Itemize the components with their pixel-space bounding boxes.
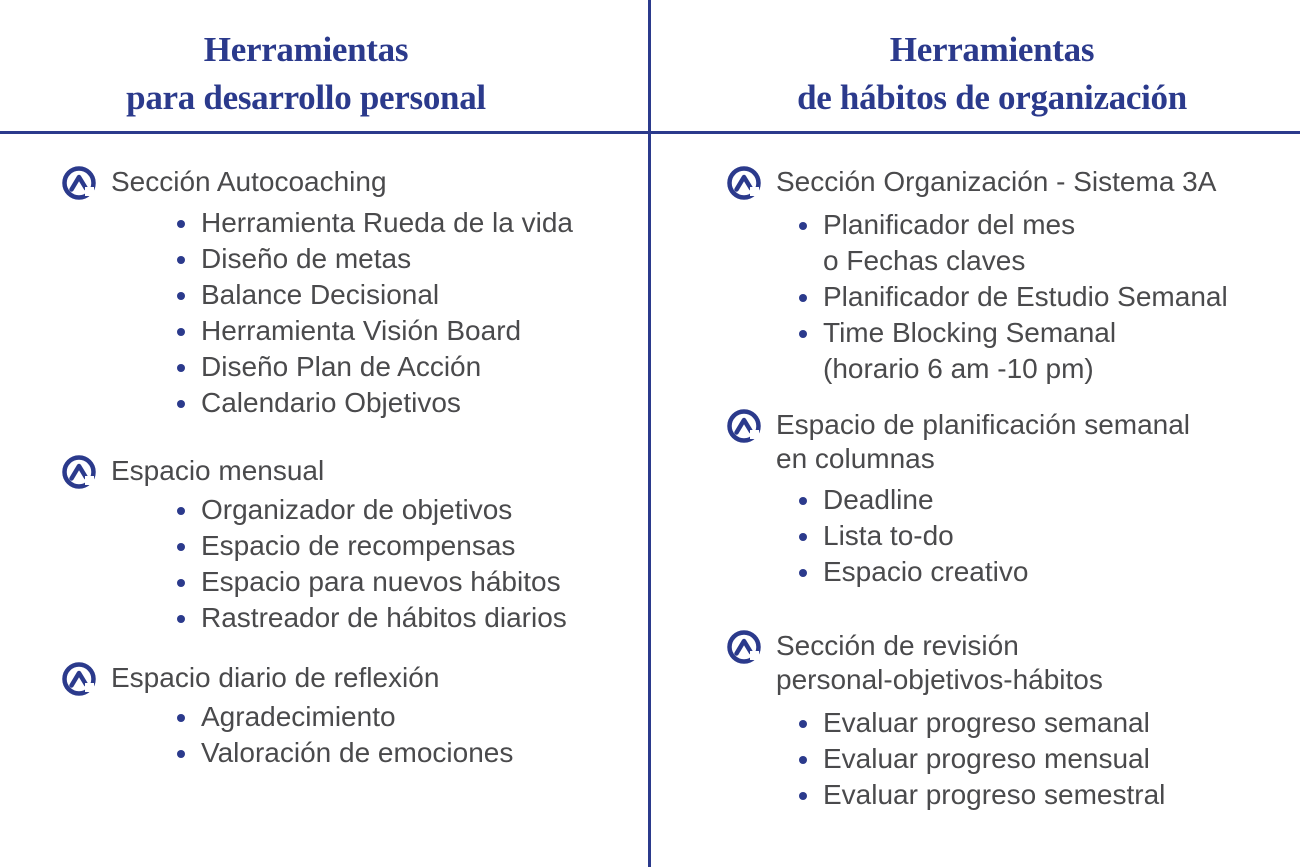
section-header — [61, 661, 513, 695]
right-title-line1: Herramientas — [889, 30, 1095, 69]
section-header — [726, 408, 1190, 476]
horizontal-divider — [0, 131, 1300, 134]
list-item-line: Planificador del mes — [823, 209, 1076, 240]
list-item: Calendario Objetivos — [175, 385, 573, 421]
autocoaching-logo-icon — [61, 661, 97, 697]
section-title: Sección Autocoaching — [111, 166, 387, 197]
list-item-line: o Fechas claves — [823, 245, 1026, 276]
section-title: Espacio diario de reflexión — [111, 662, 440, 693]
list-item: Organizador de objetivos — [175, 492, 567, 528]
list-item: Balance Decisional — [175, 277, 573, 313]
section-title-line2: en columnas — [776, 443, 935, 474]
list-item — [797, 207, 1228, 279]
section-espacio-mensual — [61, 454, 567, 636]
list-item: Diseño de metas — [175, 241, 573, 277]
list-item-line: Planificador de Estudio Semanal — [823, 281, 1228, 312]
section-autocoaching — [61, 165, 573, 421]
right-title-line2: de hábitos de organización — [797, 78, 1187, 117]
list-item: Evaluar progreso semanal — [797, 705, 1165, 741]
list-item — [797, 315, 1228, 387]
section-title-line2: personal-objetivos-hábitos — [776, 664, 1103, 695]
list-item: Lista to-do — [797, 518, 1190, 554]
section-planificacion-semanal — [726, 408, 1190, 590]
list-item: Herramienta Rueda de la vida — [175, 205, 573, 241]
section-organizacion — [726, 165, 1228, 387]
autocoaching-logo-icon — [726, 408, 762, 444]
section-title: Espacio mensual — [111, 455, 325, 486]
section-header — [726, 165, 1228, 199]
section-espacio-diario — [61, 661, 513, 771]
list-item: Deadline — [797, 482, 1190, 518]
left-title-line1: Herramientas — [203, 30, 409, 69]
list-item: Diseño Plan de Acción — [175, 349, 573, 385]
list-item: Herramienta Visión Board — [175, 313, 573, 349]
list-item: Espacio para nuevos hábitos — [175, 564, 567, 600]
left-column-title — [0, 26, 612, 122]
list-item-line: (horario 6 am -10 pm) — [823, 353, 1094, 384]
autocoaching-logo-icon — [726, 165, 762, 201]
section-header — [726, 629, 1165, 697]
list-item: Evaluar progreso semestral — [797, 777, 1165, 813]
list-item: Valoración de emociones — [175, 735, 513, 771]
section-revision — [726, 629, 1165, 813]
section-title-line1: Sección de revisión — [776, 630, 1019, 661]
section-title-line1: Espacio de planificación semanal — [776, 409, 1191, 440]
section-title: Sección Organización - Sistema 3A — [776, 166, 1217, 197]
list-item: Rastreador de hábitos diarios — [175, 600, 567, 636]
list-item: Espacio creativo — [797, 554, 1190, 590]
list-item: Espacio de recompensas — [175, 528, 567, 564]
list-item: Agradecimiento — [175, 699, 513, 735]
autocoaching-logo-icon — [726, 629, 762, 665]
list-item: Evaluar progreso mensual — [797, 741, 1165, 777]
section-items — [797, 705, 1165, 813]
section-header — [61, 165, 573, 199]
section-items — [175, 699, 513, 771]
left-title-line2: para desarrollo personal — [126, 78, 486, 117]
section-items — [175, 205, 573, 421]
section-items — [175, 492, 567, 636]
autocoaching-logo-icon — [61, 165, 97, 201]
list-item-line: Time Blocking Semanal — [823, 317, 1117, 348]
section-items — [797, 482, 1190, 590]
right-column-title — [684, 26, 1300, 122]
section-header — [61, 454, 567, 488]
section-items — [797, 207, 1228, 387]
autocoaching-logo-icon — [61, 454, 97, 490]
list-item — [797, 279, 1228, 315]
